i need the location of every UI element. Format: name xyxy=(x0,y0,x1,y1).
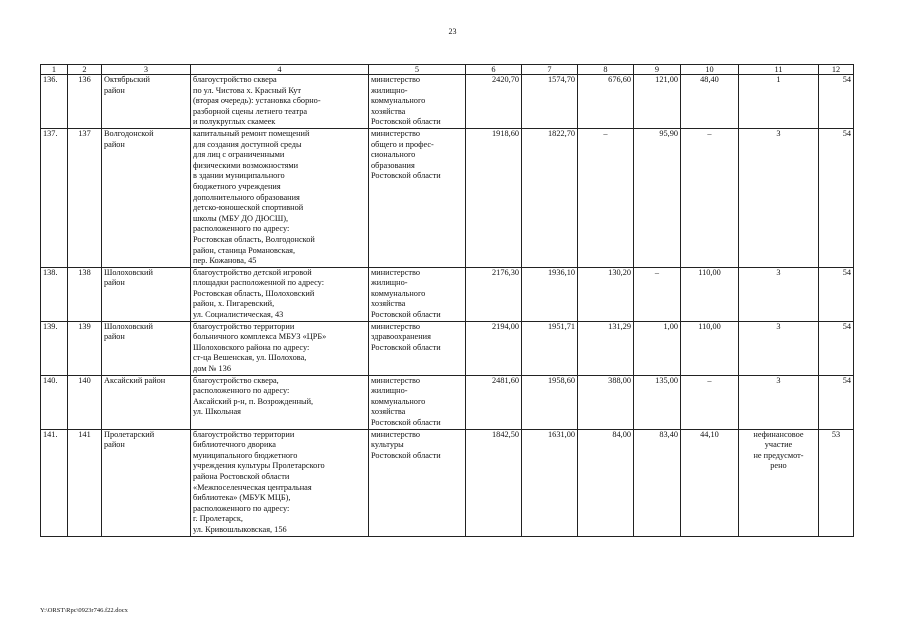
participation: нефинансовое участие не предусмот- рено xyxy=(739,429,819,536)
table-row xyxy=(41,375,854,429)
participation: 1 xyxy=(739,75,819,129)
participation: 3 xyxy=(739,267,819,321)
local-amount: 84,00 xyxy=(578,429,634,536)
district: Октябрьский район xyxy=(102,75,191,129)
project-table xyxy=(40,64,854,537)
project-description: благоустройство территории больничного комплекса МБУЗ «ЦРБ» Шолоховского района по адресу: ст-ца Вешенская, ул. Шолохова, дом № 136 xyxy=(191,321,369,375)
col-number: 12 xyxy=(819,65,854,75)
col-number: 2 xyxy=(68,65,102,75)
district: Аксайский район xyxy=(102,375,191,429)
ministry: министерство общего и профес- сионального образования Ростовской области xyxy=(369,128,466,267)
local-amount: 131,29 xyxy=(578,321,634,375)
local-amount: 388,00 xyxy=(578,375,634,429)
table-row xyxy=(41,429,854,536)
table-row xyxy=(41,321,854,375)
regional-amount: 1822,70 xyxy=(522,128,578,267)
col-number: 1 xyxy=(41,65,68,75)
ministry: министерство жилищно- коммунального хозяйства Ростовской области xyxy=(369,375,466,429)
row-index: 137. xyxy=(41,128,68,267)
other-amount: – xyxy=(634,267,681,321)
project-description: благоустройство территории библиотечного дворика муниципального бюджетного учреждения культуры Пролетарского района Ростовской области «Межпоселенческая центральная библиотека» (МБУК МЦБ), расположенного по адресу: г. Пролетарск, ул. Кривошлыковская, 156 xyxy=(191,429,369,536)
table-row xyxy=(41,75,854,129)
row-index: 140. xyxy=(41,375,68,429)
regional-amount: 1936,10 xyxy=(522,267,578,321)
project-description: благоустройство сквера, расположенного по адресу: Аксайский р-н, п. Возрожденный, ул. Школьная xyxy=(191,375,369,429)
score: 54 xyxy=(819,375,854,429)
project-description: благоустройство сквера по ул. Чистова х. Красный Кут (вторая очередь): установка сборно- разборной сцены летнего театра и полукруглых скамеек xyxy=(191,75,369,129)
extra-amount: 110,00 xyxy=(681,267,739,321)
district: Шолоховский район xyxy=(102,267,191,321)
total-amount: 2420,70 xyxy=(466,75,522,129)
other-amount: 121,00 xyxy=(634,75,681,129)
file-path-footer: Y:\ORST\Rpc\0923r746.f22.docx xyxy=(40,607,128,614)
local-amount: 130,20 xyxy=(578,267,634,321)
participation: 3 xyxy=(739,128,819,267)
extra-amount: 44,10 xyxy=(681,429,739,536)
row-index: 136. xyxy=(41,75,68,129)
other-amount: 135,00 xyxy=(634,375,681,429)
district: Пролетарский район xyxy=(102,429,191,536)
participation: 3 xyxy=(739,375,819,429)
ministry: министерство жилищно- коммунального хозяйства Ростовской области xyxy=(369,75,466,129)
row-number: 137 xyxy=(68,128,102,267)
col-number: 4 xyxy=(191,65,369,75)
table-row xyxy=(41,267,854,321)
col-number: 3 xyxy=(102,65,191,75)
col-number: 5 xyxy=(369,65,466,75)
score: 54 xyxy=(819,75,854,129)
col-number: 9 xyxy=(634,65,681,75)
col-number: 10 xyxy=(681,65,739,75)
col-number: 11 xyxy=(739,65,819,75)
row-index: 141. xyxy=(41,429,68,536)
extra-amount: – xyxy=(681,128,739,267)
regional-amount: 1631,00 xyxy=(522,429,578,536)
score: 54 xyxy=(819,321,854,375)
row-number: 140 xyxy=(68,375,102,429)
extra-amount: – xyxy=(681,375,739,429)
project-description: благоустройство детской игровой площадки расположенной по адресу: Ростовская область, Шолоховский район, х. Пигаревский, ул. Социалистическая, 43 xyxy=(191,267,369,321)
row-number: 136 xyxy=(68,75,102,129)
other-amount: 95,90 xyxy=(634,128,681,267)
ministry: министерство культуры Ростовской области xyxy=(369,429,466,536)
project-description: капитальный ремонт помещений для создания доступной среды для лиц с ограниченными физическими возможностями в здании муниципального бюджетного учреждения дополнительного образования детско-юношеской спортивной школы (МБУ ДО ДЮСШ), расположенного по адресу: Ростовская область, Волгодонской район, станица Романовская, пер. Кожанова, 45 xyxy=(191,128,369,267)
participation: 3 xyxy=(739,321,819,375)
row-index: 138. xyxy=(41,267,68,321)
table-row xyxy=(41,128,854,267)
total-amount: 1842,50 xyxy=(466,429,522,536)
score: 54 xyxy=(819,267,854,321)
regional-amount: 1958,60 xyxy=(522,375,578,429)
district: Шолоховский район xyxy=(102,321,191,375)
other-amount: 1,00 xyxy=(634,321,681,375)
col-number: 7 xyxy=(522,65,578,75)
column-numbers-row xyxy=(41,65,854,75)
other-amount: 83,40 xyxy=(634,429,681,536)
row-index: 139. xyxy=(41,321,68,375)
local-amount: 676,60 xyxy=(578,75,634,129)
row-number: 139 xyxy=(68,321,102,375)
regional-amount: 1574,70 xyxy=(522,75,578,129)
col-number: 6 xyxy=(466,65,522,75)
ministry: министерство жилищно- коммунального хозяйства Ростовской области xyxy=(369,267,466,321)
total-amount: 2176,30 xyxy=(466,267,522,321)
ministry: министерство здравоохранения Ростовской области xyxy=(369,321,466,375)
total-amount: 2481,60 xyxy=(466,375,522,429)
total-amount: 1918,60 xyxy=(466,128,522,267)
row-number: 141 xyxy=(68,429,102,536)
local-amount: – xyxy=(578,128,634,267)
total-amount: 2194,00 xyxy=(466,321,522,375)
extra-amount: 48,40 xyxy=(681,75,739,129)
col-number: 8 xyxy=(578,65,634,75)
score: 54 xyxy=(819,128,854,267)
district: Волгодонской район xyxy=(102,128,191,267)
page-number: 23 xyxy=(448,27,457,36)
extra-amount: 110,00 xyxy=(681,321,739,375)
score: 53 xyxy=(819,429,854,536)
row-number: 138 xyxy=(68,267,102,321)
regional-amount: 1951,71 xyxy=(522,321,578,375)
